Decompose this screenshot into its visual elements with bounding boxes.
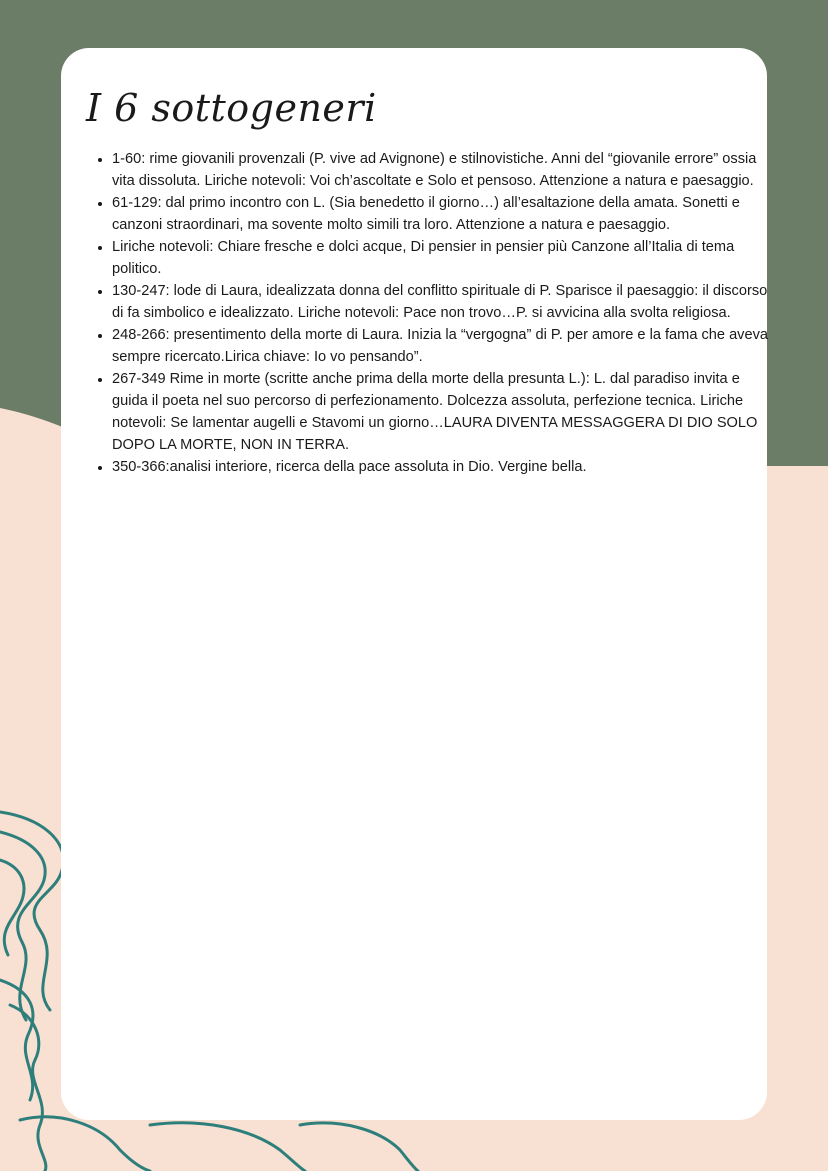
topic-list: [86, 148, 777, 478]
list-item: • 130-247: lode di Laura, idealizzata donna del conflitto spirituale di P. Sparisce il paesaggio: il discorso di fa simbolico e idealizzato. Liriche notevoli: Pace non trovo…P. si avvicina alla svolta religiosa.: [112, 280, 777, 324]
list-item: • 350-366:analisi interiore, ricerca della pace assoluta in Dio. Vergine bella.: [112, 456, 777, 478]
page-title: I 6 sottogeneri: [86, 86, 377, 130]
list-item: • 267-349 Rime in morte (scritte anche prima della morte della presunta L.): L. dal paradiso invita e guida il poeta nel suo percorso di perfezionamento. Dolcezza assoluta, perfezione tecnica. Liriche notevoli: Se lamentar augelli e Stavomi un giorno…LAURA DIVENTA MESSAGGERA DI DIO SOLO DOPO LA MORTE, NON IN TERRA.: [112, 368, 777, 456]
list-item: • Liriche notevoli: Chiare fresche e dolci acque, Di pensier in pensier più Canzone all’Italia di tema politico.: [112, 236, 777, 280]
list-item: • 1-60: rime giovanili provenzali (P. vive ad Avignone) e stilnovistiche. Anni del “giovanile errore” ossia vita dissoluta. Liriche notevoli: Voi ch’ascoltate e Solo et pensoso. Attenzione a natura e paesaggio.: [112, 148, 777, 192]
list-item: • 248-266: presentimento della morte di Laura. Inizia la “vergogna” di P. per amore e la fama che aveva sempre ricercato.Lirica chiave: Io vo pensando”.: [112, 324, 777, 368]
list-item: • 61-129: dal primo incontro con L. (Sia benedetto il giorno…) all’esaltazione della amata. Sonetti e canzoni straordinari, ma sovente molto simili tra loro. Attenzione a natura e paesaggio.: [112, 192, 777, 236]
